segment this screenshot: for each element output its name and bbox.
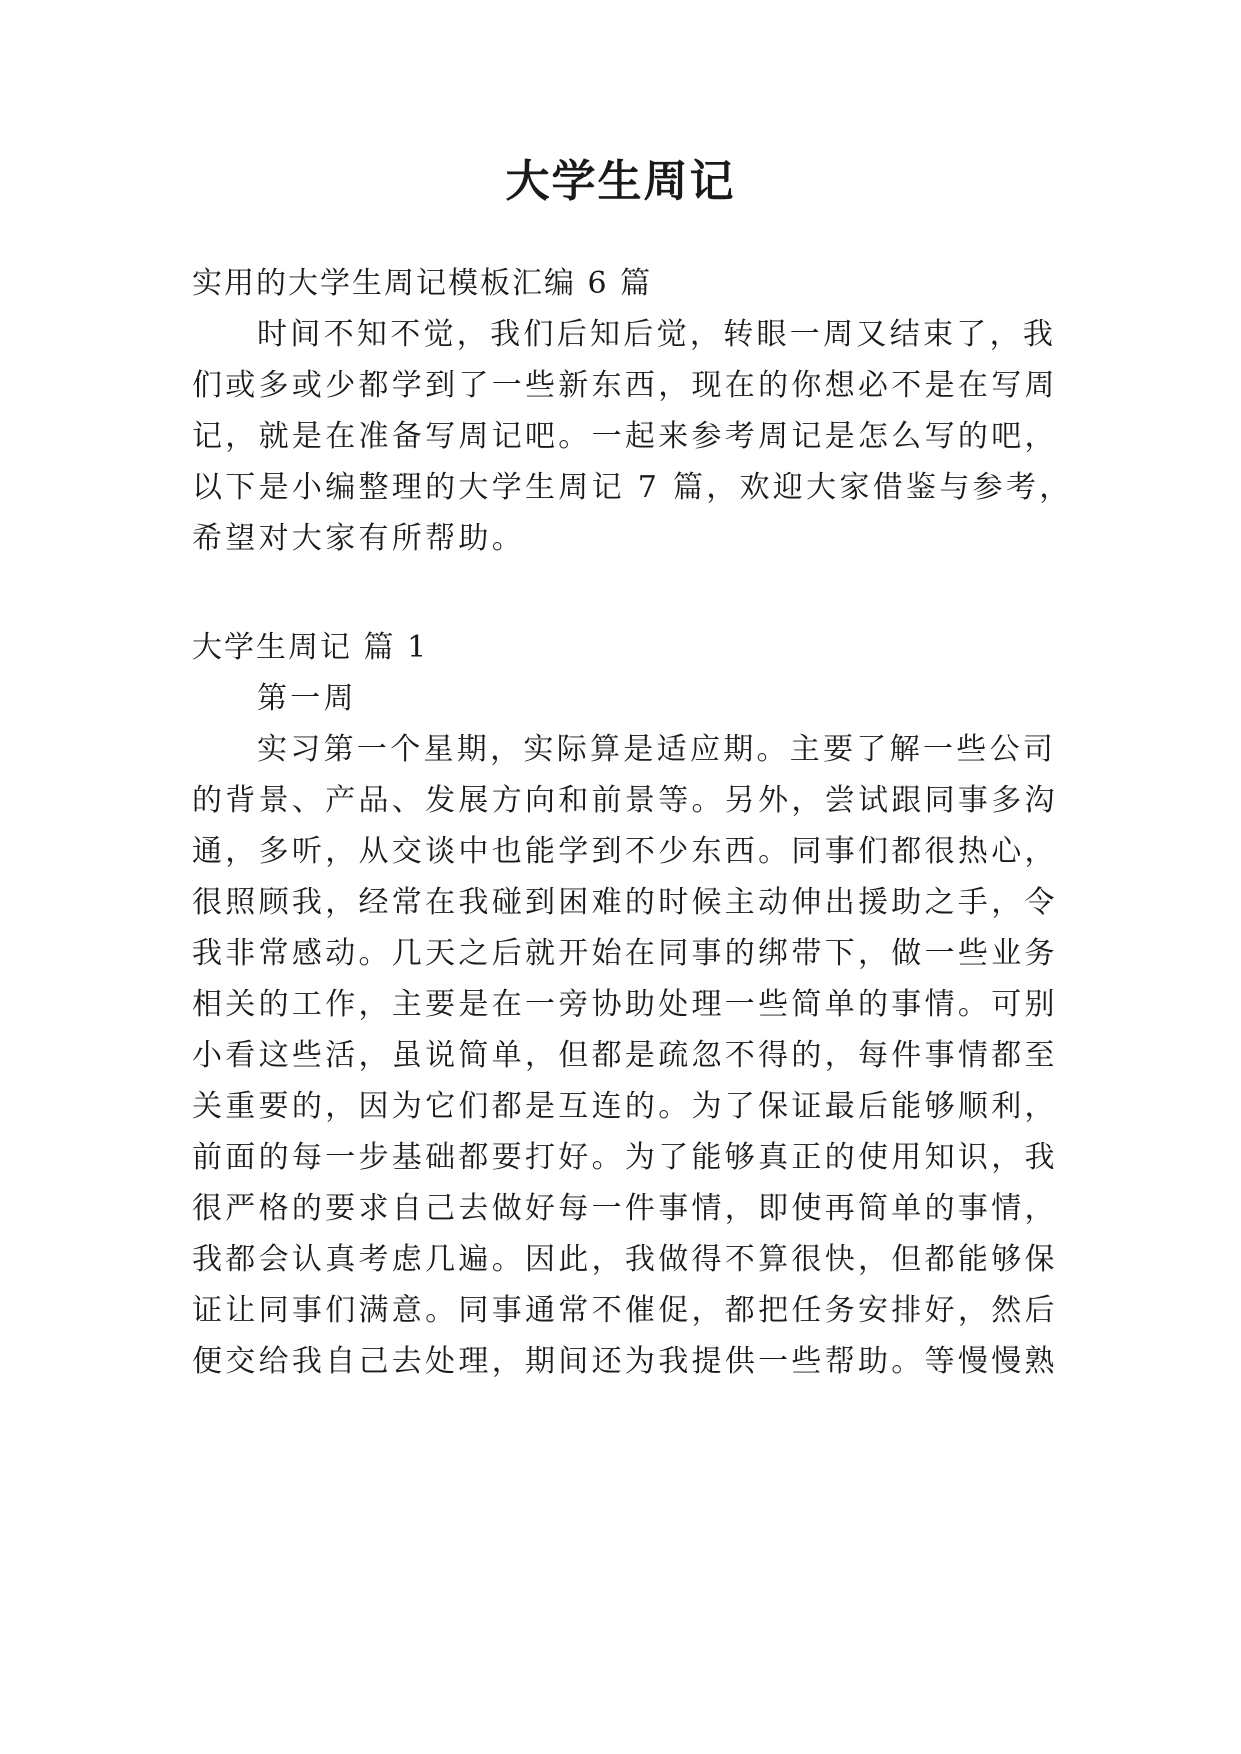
body-line: 通，多听，从交谈中也能学到不少东西。同事们都很热心， bbox=[192, 834, 1058, 869]
body-line: 很严格的要求自己去做好每一件事情，即使再简单的事情， bbox=[192, 1191, 1058, 1226]
document-subtitle: 实用的大学生周记模板汇编 6 篇 bbox=[192, 266, 653, 301]
section-heading: 大学生周记 篇 1 bbox=[192, 630, 429, 665]
intro-line: 们或多或少都学到了一些新东西，现在的你想必不是在写周 bbox=[192, 368, 1058, 403]
body-line: 关重要的，因为它们都是互连的。为了保证最后能够顺利， bbox=[192, 1089, 1058, 1124]
intro-line: 以下是小编整理的大学生周记 7 篇，欢迎大家借鉴与参考， bbox=[192, 470, 1073, 505]
body-line: 很照顾我，经常在我碰到困难的时候主动伸出援助之手，令 bbox=[192, 885, 1058, 920]
intro-line: 时间不知不觉，我们后知后觉，转眼一周又结束了，我 bbox=[257, 317, 1057, 352]
week-label: 第一周 bbox=[257, 681, 357, 716]
body-line: 的背景、产品、发展方向和前景等。另外，尝试跟同事多沟 bbox=[192, 783, 1058, 818]
body-line: 实习第一个星期，实际算是适应期。主要了解一些公司 bbox=[257, 732, 1057, 767]
intro-line: 记，就是在准备写周记吧。一起来参考周记是怎么写的吧， bbox=[192, 419, 1058, 454]
body-line: 便交给我自己去处理，期间还为我提供一些帮助。等慢慢熟 bbox=[192, 1344, 1058, 1379]
body-line: 小看这些活，虽说简单，但都是疏忽不得的，每件事情都至 bbox=[192, 1038, 1058, 1073]
document-title: 大学生周记 bbox=[505, 156, 736, 207]
intro-line: 希望对大家有所帮助。 bbox=[192, 521, 525, 556]
body-line: 前面的每一步基础都要打好。为了能够真正的使用知识，我 bbox=[192, 1140, 1058, 1175]
body-line: 相关的工作，主要是在一旁协助处理一些简单的事情。可别 bbox=[192, 987, 1058, 1022]
body-line: 我非常感动。几天之后就开始在同事的绑带下，做一些业务 bbox=[192, 936, 1058, 971]
body-line: 我都会认真考虑几遍。因此，我做得不算很快，但都能够保 bbox=[192, 1242, 1058, 1277]
body-line: 证让同事们满意。同事通常不催促，都把任务安排好，然后 bbox=[192, 1293, 1058, 1328]
